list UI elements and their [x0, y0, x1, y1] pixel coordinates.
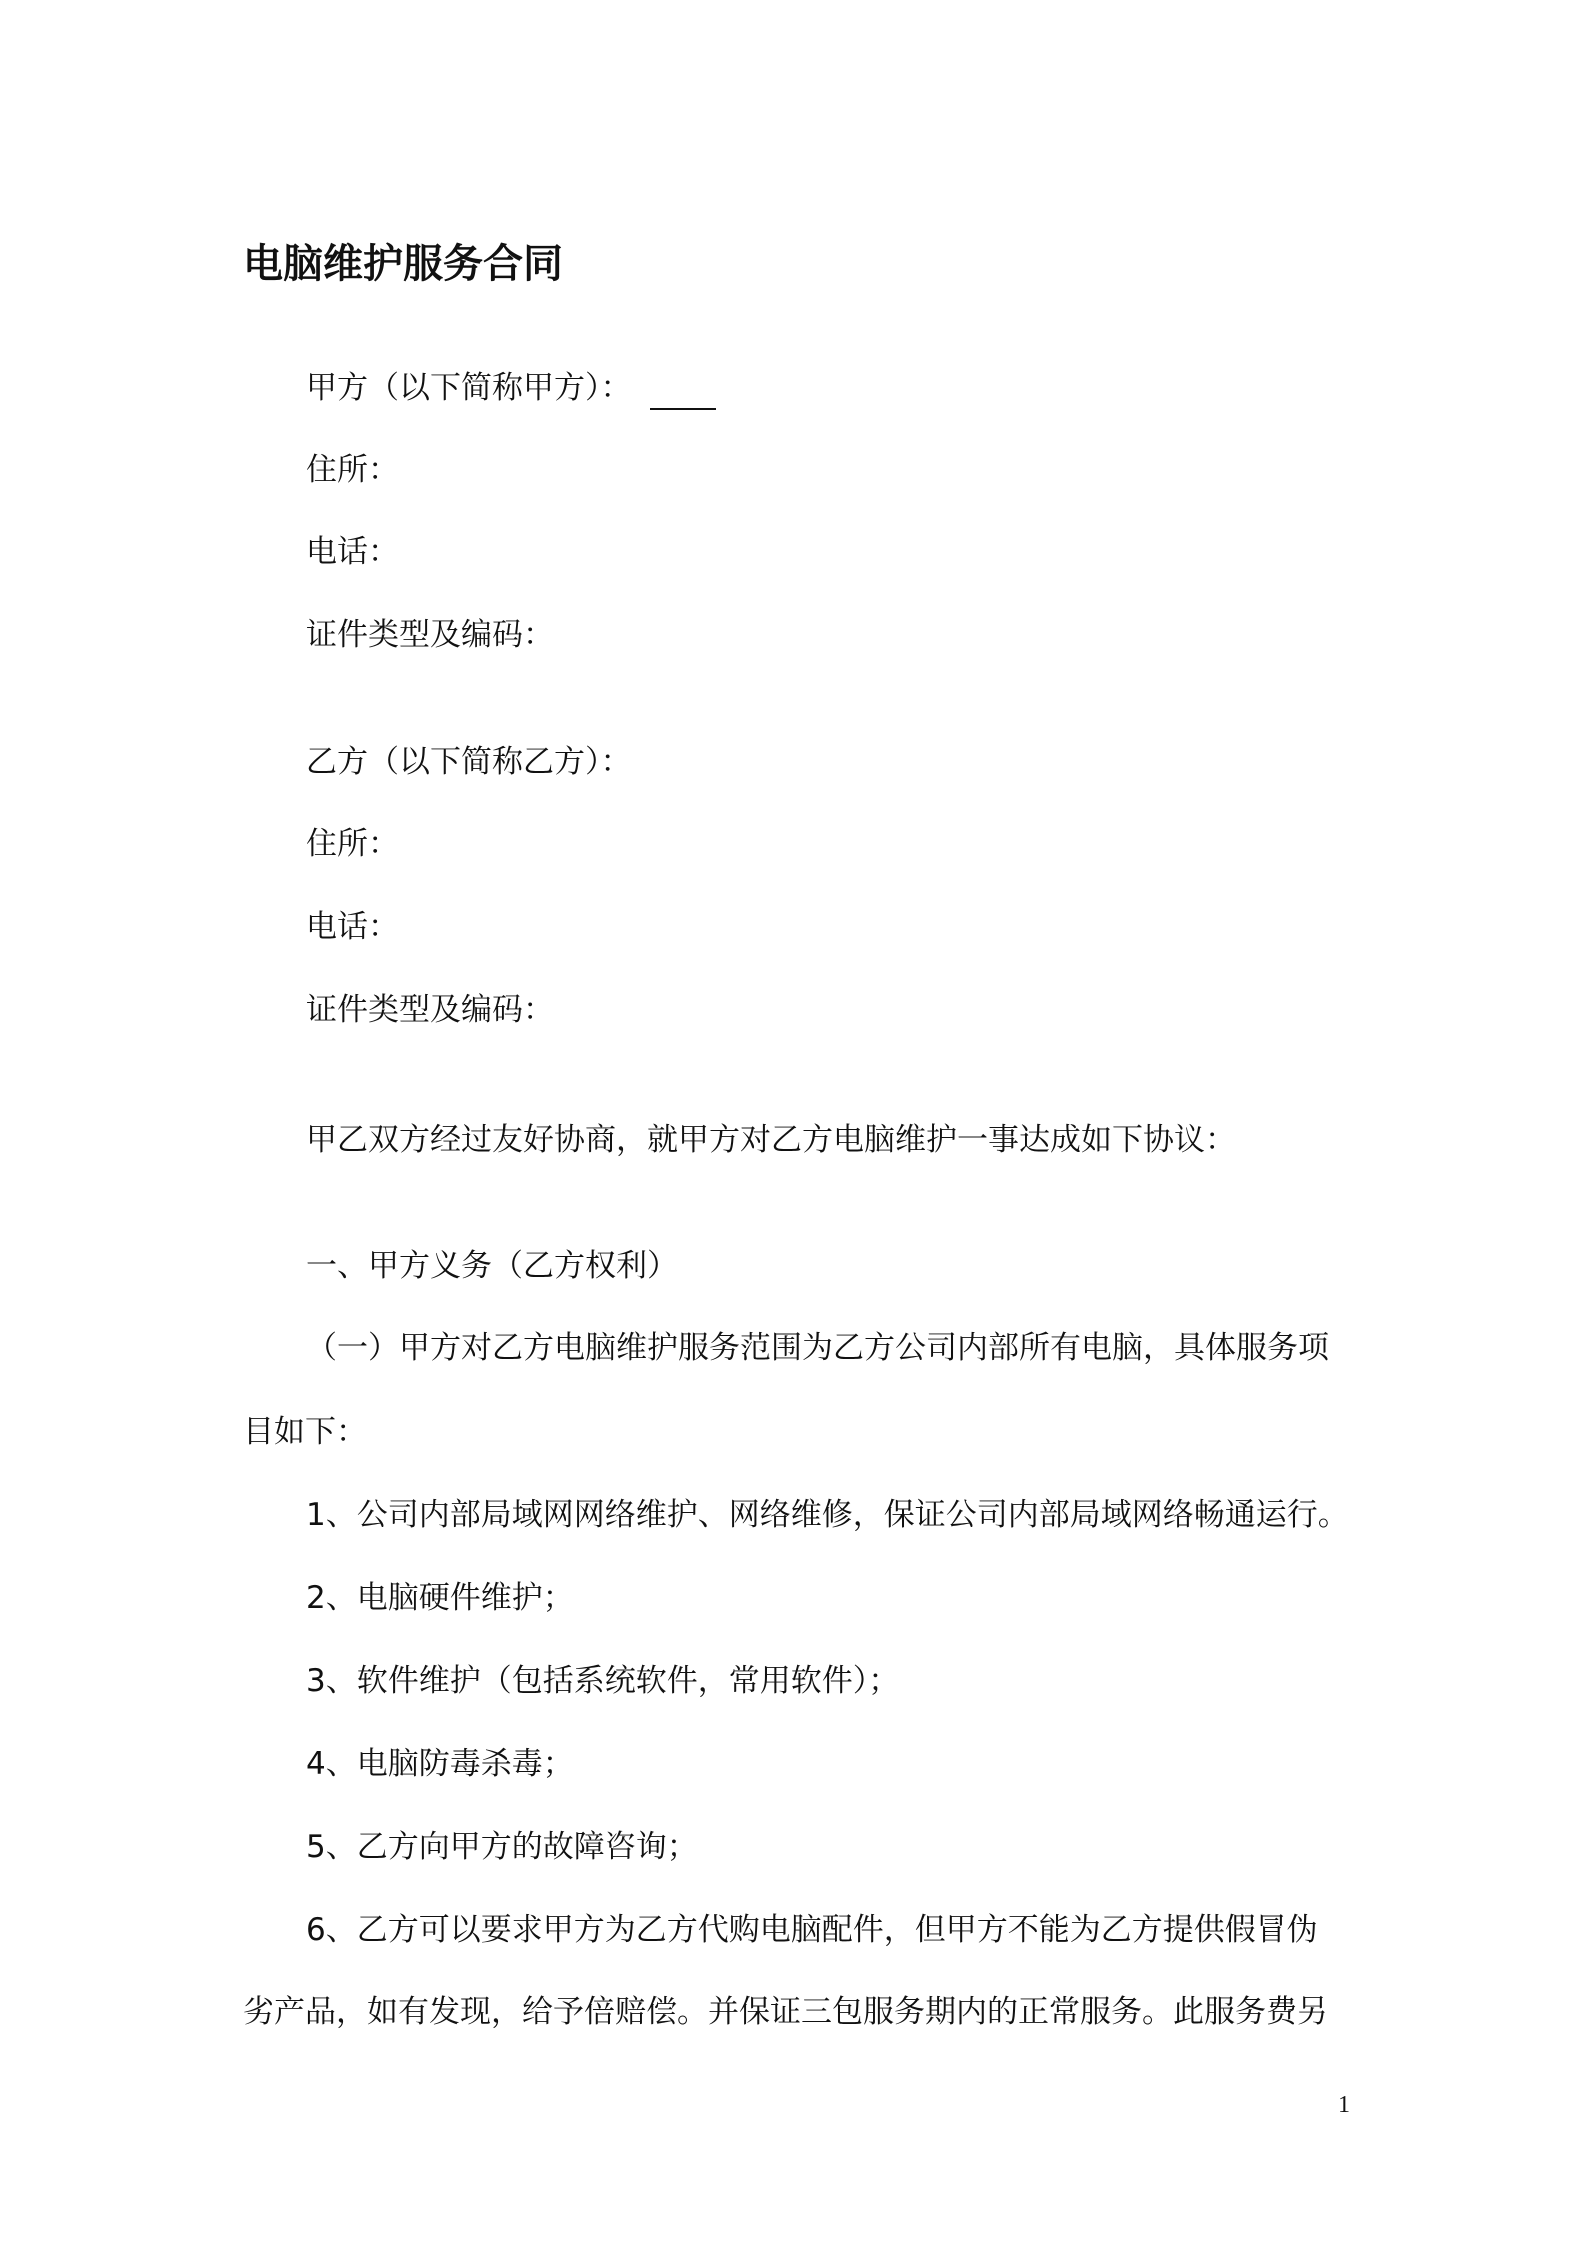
party-a-id-label: 证件类型及编码： — [306, 617, 554, 653]
party-a-name-line — [306, 366, 716, 410]
party-a-name-blank — [650, 378, 716, 410]
party-b-address-label: 住所： — [306, 826, 399, 862]
party-a-address-label: 住所： — [306, 452, 399, 488]
list-item: 4、电脑防毒杀毒； — [306, 1746, 574, 1782]
list-item: 3、软件维护（包括系统软件，常用软件）； — [306, 1663, 900, 1699]
item-6-line-2: 劣产品，如有发现，给予倍赔偿。并保证三包服务期内的正常服务。此服务费另 — [243, 1994, 1328, 2030]
section-1-heading: 一、甲方义务（乙方权利） — [306, 1248, 678, 1284]
preamble: 甲乙双方经过友好协商，就甲方对乙方电脑维护一事达成如下协议： — [306, 1122, 1236, 1158]
list-item: 2、电脑硬件维护； — [306, 1580, 574, 1616]
document-title: 电脑维护服务合同 — [243, 241, 563, 287]
party-b-name-label: 乙方（以下简称乙方）： — [306, 744, 632, 780]
page-number: 1 — [1338, 2092, 1350, 2118]
party-a-name-label: 甲方（以下简称甲方）： — [306, 370, 632, 406]
clause-1-line-1: （一）甲方对乙方电脑维护服务范围为乙方公司内部所有电脑，具体服务项 — [306, 1330, 1329, 1366]
party-a-phone-label: 电话： — [306, 534, 399, 570]
list-item: 5、乙方向甲方的故障咨询； — [306, 1829, 698, 1865]
list-item: 1、公司内部局域网网络维护、网络维修，保证公司内部局域网络畅通运行。 — [306, 1497, 1349, 1533]
party-b-id-label: 证件类型及编码： — [306, 992, 554, 1028]
party-b-phone-label: 电话： — [306, 909, 399, 945]
item-6-line-1: 6、乙方可以要求甲方为乙方代购电脑配件，但甲方不能为乙方提供假冒伪 — [306, 1912, 1318, 1948]
clause-1-line-2: 目如下： — [243, 1414, 367, 1450]
